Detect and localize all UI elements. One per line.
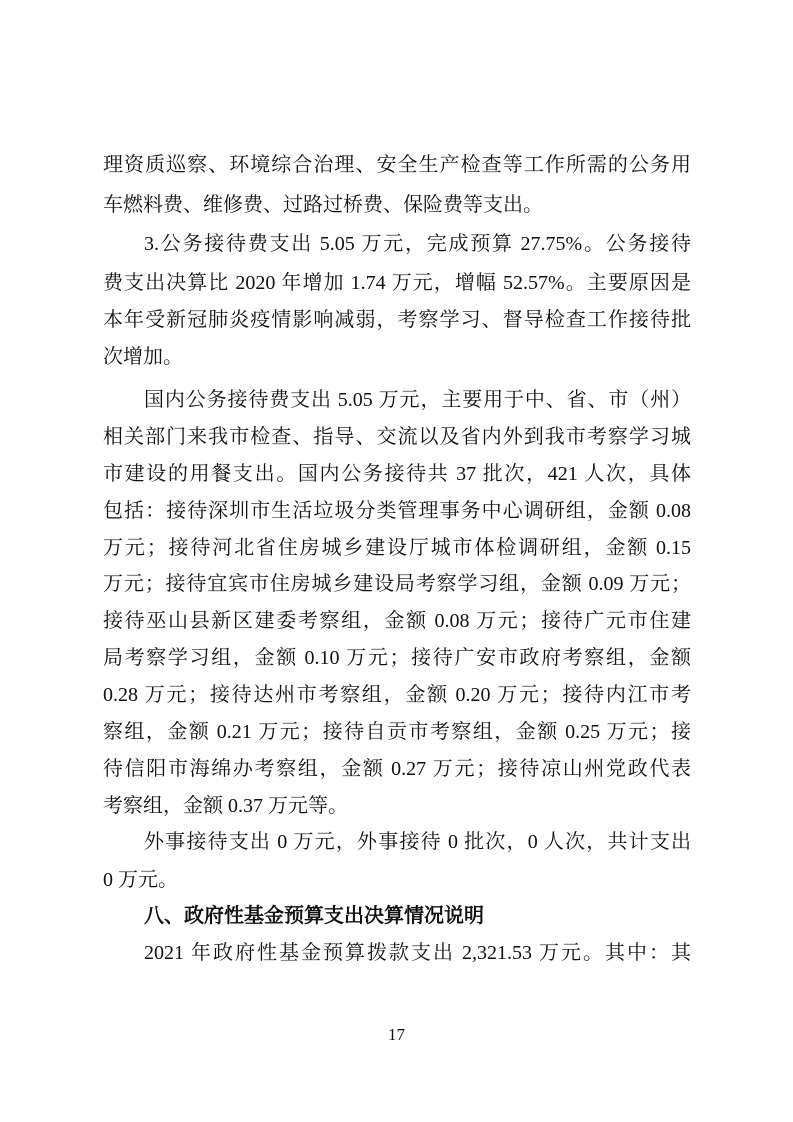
text-line: 费支出决算比 2020 年增加 1.74 万元，增幅 52.57%。主要原因是 xyxy=(103,272,691,294)
text-line: 相关部门来我市检查、指导、交流以及省内外到我市考察学习城 xyxy=(103,426,691,448)
text-line: 国内公务接待费支出 5.05 万元，主要用于中、省、市（州） xyxy=(144,389,691,411)
text-line: 0.28 万元；接待达州市考察组，金额 0.20 万元；接待内江市考 xyxy=(103,684,691,706)
section-heading: 八、政府性基金预算支出决算情况说明 xyxy=(144,905,484,927)
text-line: 次增加。 xyxy=(103,346,183,368)
text-line: 察组，金额 0.21 万元；接待自贡市考察组，金额 0.25 万元；接 xyxy=(103,721,691,743)
text-line: 待信阳市海绵办考察组，金额 0.27 万元；接待凉山州党政代表 xyxy=(103,758,691,780)
page-number: 17 xyxy=(388,1025,405,1044)
text-line: 3.公务接待费支出 5.05 万元，完成预算 27.75%。公务接待 xyxy=(144,233,691,255)
text-line: 万元；接待河北省住房城乡建设厅城市体检调研组，金额 0.15 xyxy=(103,537,691,559)
text-line: 2021 年政府性基金预算拨款支出 2,321.53 万元。其中：其 xyxy=(144,942,691,964)
text-line: 接待巫山县新区建委考察组，金额 0.08 万元；接待广元市住建 xyxy=(103,610,691,632)
text-line: 包括：接待深圳市生活垃圾分类管理事务中心调研组，金额 0.08 xyxy=(103,500,691,522)
text-line: 车燃料费、维修费、过路过桥费、保险费等支出。 xyxy=(103,194,543,216)
text-line: 本年受新冠肺炎疫情影响减弱，考察学习、督导检查工作接待批 xyxy=(103,309,691,331)
text-line: 局考察学习组，金额 0.10 万元；接待广安市政府考察组，金额 xyxy=(103,647,691,669)
text-line: 市建设的用餐支出。国内公务接待共 37 批次，421 人次，具体 xyxy=(103,463,691,485)
text-line: 外事接待支出 0 万元，外事接待 0 批次，0 人次，共计支出 xyxy=(144,831,691,853)
text-line: 万元；接待宜宾市住房城乡建设局考察学习组，金额 0.09 万元； xyxy=(103,573,691,595)
text-line: 理资质巡察、环境综合治理、安全生产检查等工作所需的公务用 xyxy=(103,154,691,176)
text-line: 考察组，金额 0.37 万元等。 xyxy=(103,795,348,817)
text-line: 0 万元。 xyxy=(103,869,178,891)
